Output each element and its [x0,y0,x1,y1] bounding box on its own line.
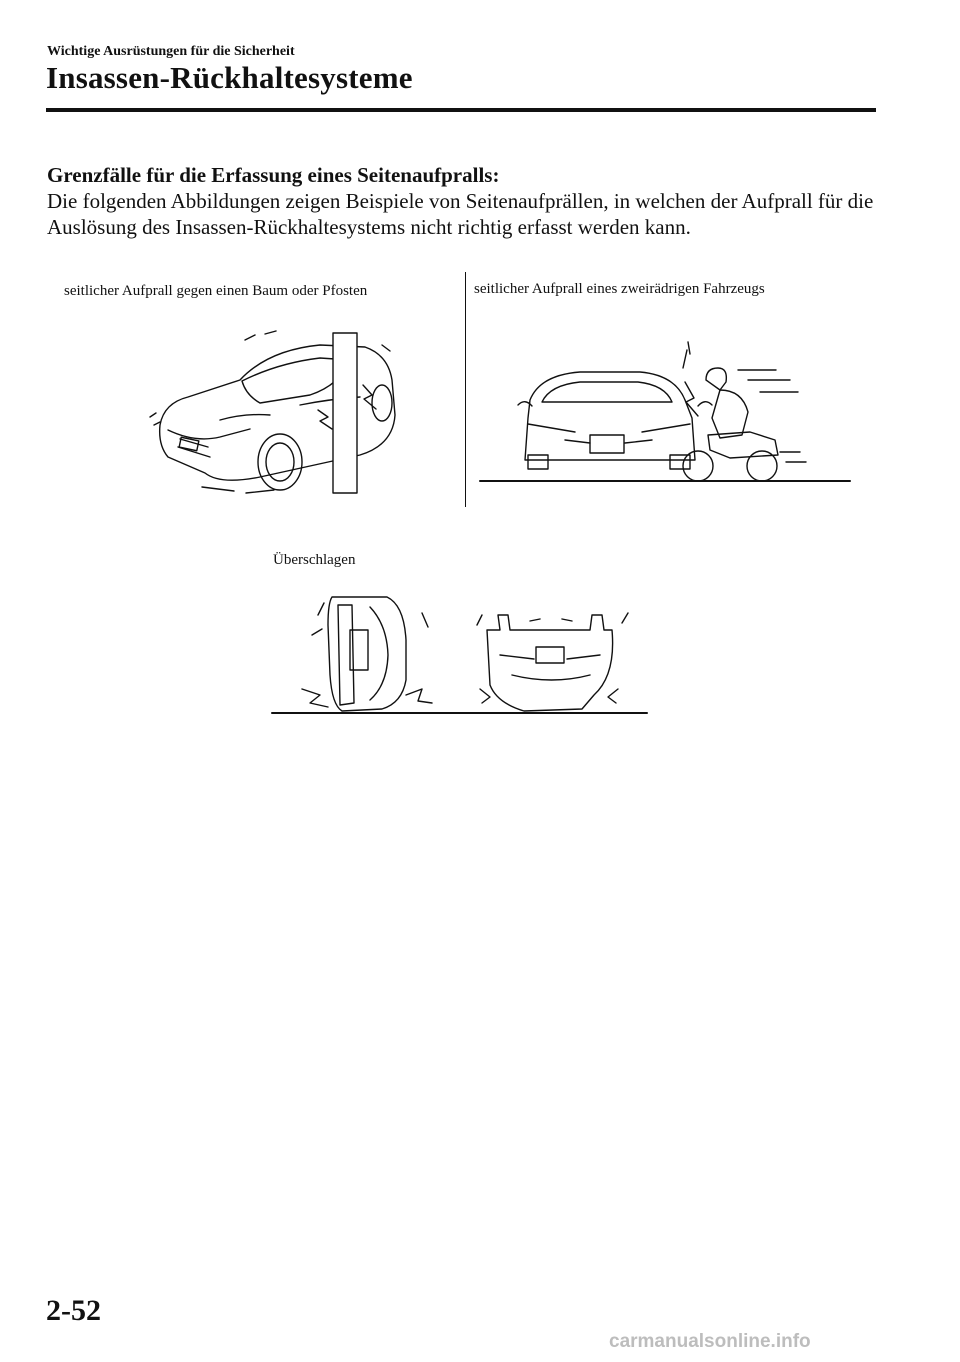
rollover-illustration [272,585,652,720]
motorcycle-impact-illustration [480,340,860,490]
subheading: Grenzfälle für die Erfassung eines Seitenaufpralls: [47,163,500,187]
title-rule [46,108,876,112]
figure-divider [465,272,466,507]
watermark: carmanualsonline.info [609,1331,811,1352]
page-title: Insassen-Rückhaltesysteme [46,60,413,95]
motorcycle-impact-caption: seitlicher Aufprall eines zweirädrigen Fahrzeugs [474,281,765,297]
tree-impact-caption: seitlicher Aufprall gegen einen Baum oder Pfosten [64,283,368,299]
section-label: Wichtige Ausrüstungen für die Sicherheit [47,44,295,59]
tree-impact-illustration [150,325,410,500]
rollover-caption: Überschlagen [273,552,356,568]
intro-paragraph: Die folgenden Abbildungen zeigen Beispiele von Seitenaufprällen, in welchen der Aufprall für die Auslösung des Insassen-Rückhaltesystems nicht richtig erfasst werden kann. [47,189,874,239]
page-number: 2-52 [46,1294,101,1327]
